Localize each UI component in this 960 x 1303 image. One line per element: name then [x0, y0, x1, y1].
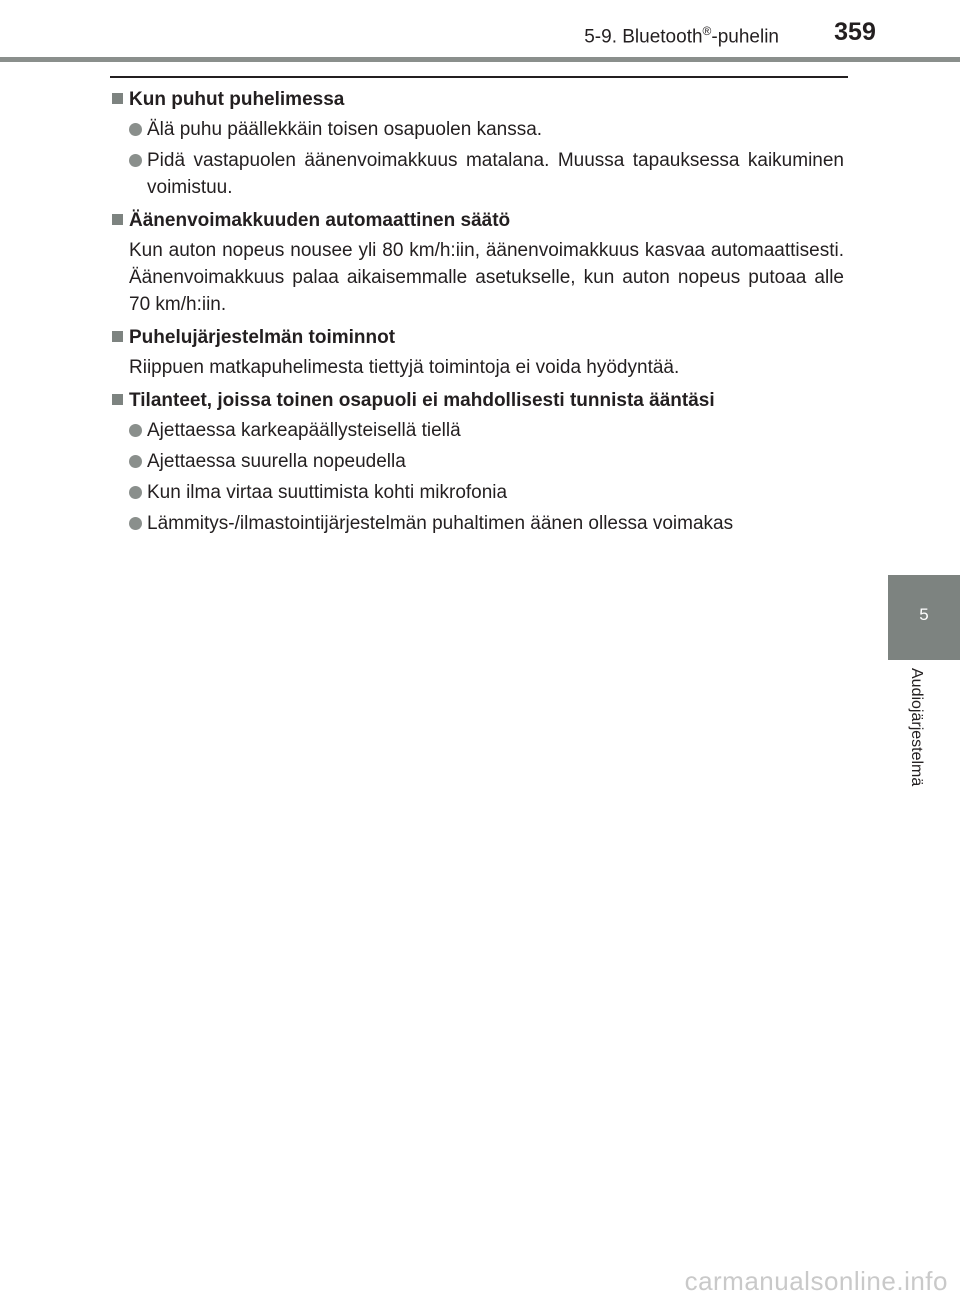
section-heading: Tilanteet, joissa toinen osapuoli ei mahdollisesti tunnista ääntäsi: [110, 387, 844, 414]
list-item: Kun ilma virtaa suuttimista kohti mikrofonia: [110, 479, 844, 506]
watermark: carmanualsonline.info: [684, 1266, 948, 1296]
section-heading: Äänenvoimakkuuden automaattinen säätö: [110, 207, 844, 234]
page-content: [110, 86, 844, 543]
chapter-title: 5-9. Bluetooth®-puhelin: [584, 24, 779, 48]
list-item: Ajettaessa suurella nopeudella: [110, 448, 844, 475]
circle-bullet-icon: [129, 455, 142, 468]
page-header: [0, 0, 960, 58]
header-divider: [0, 57, 960, 62]
list-item: Ajettaessa karkeapäällysteisellä tiellä: [110, 417, 844, 444]
section-voice-recognition: [110, 387, 844, 537]
section-heading: Kun puhut puhelimessa: [110, 86, 844, 113]
square-bullet-icon: [112, 214, 123, 225]
section-phone-functions: [110, 324, 844, 381]
section-text: Kun auton nopeus nousee yli 80 km/h:iin, äänenvoimakkuus kasvaa automaattisesti. Äänenvoimakkuus palaa aikaisemmalle asetukselle, kun auton nopeus putoaa alle 70 km/h:iin.: [129, 240, 844, 315]
square-bullet-icon: [112, 394, 123, 405]
circle-bullet-icon: [129, 486, 142, 499]
registered-mark: ®: [702, 24, 712, 38]
section-text: Riippuen matkapuhelimesta tiettyjä toimintoja ei voida hyödyntää.: [129, 357, 680, 378]
list-item: Pidä vastapuolen äänenvoimakkuus matalana. Muussa tapauksessa kaikuminen voimistuu.: [110, 147, 844, 201]
circle-bullet-icon: [129, 517, 142, 530]
list-item: Lämmitys-/ilmastointijärjestelmän puhaltimen äänen ollessa voimakas: [110, 510, 844, 537]
chapter-tab-label: Audiojärjestelmä: [908, 668, 925, 787]
section-auto-volume: [110, 207, 844, 318]
section-heading: Puhelujärjestelmän toiminnot: [110, 324, 844, 351]
chapter-tab: [888, 575, 960, 660]
square-bullet-icon: [112, 93, 123, 104]
circle-bullet-icon: [129, 154, 142, 167]
chapter-tab-number: 5: [919, 605, 929, 624]
page-number: 359: [834, 18, 876, 46]
circle-bullet-icon: [129, 123, 142, 136]
section-calling: [110, 86, 844, 201]
content-divider: [110, 76, 848, 78]
list-item: Älä puhu päällekkäin toisen osapuolen kanssa.: [110, 116, 844, 143]
square-bullet-icon: [112, 331, 123, 342]
circle-bullet-icon: [129, 424, 142, 437]
